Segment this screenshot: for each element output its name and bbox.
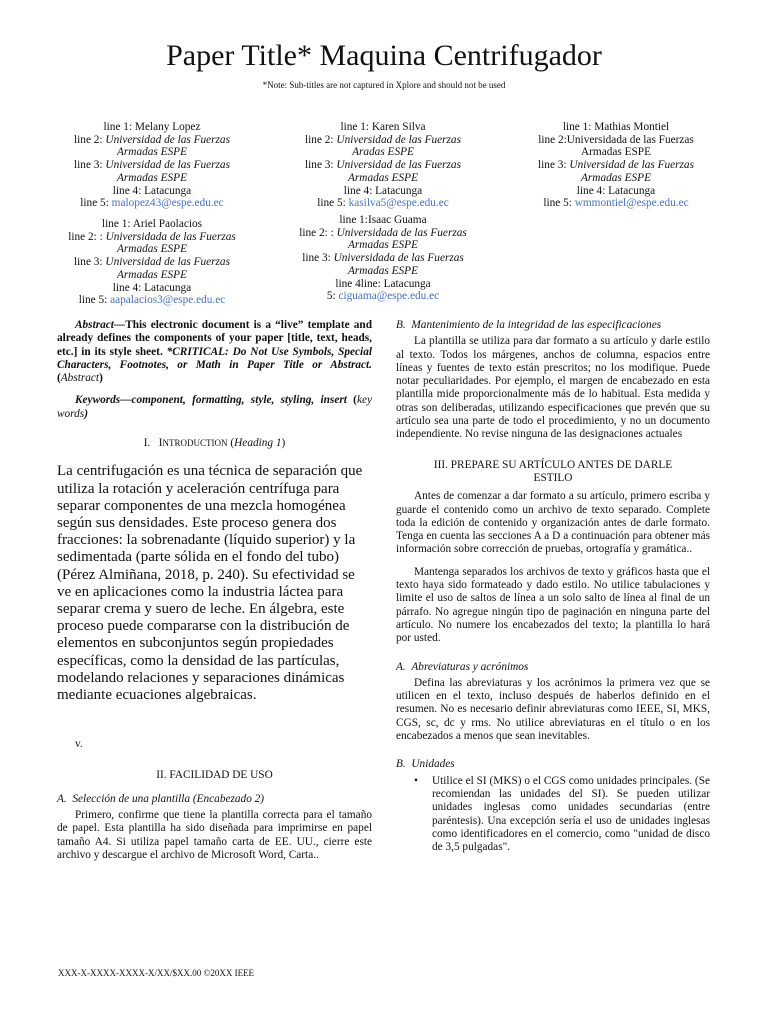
- list-item: • Utilice el SI (MKS) o el CGS como unidades principales. (Se recomiendan las unidades del SI). Se pueden utilizar unidades inglesas como unidades secundarias (entre paréntesis). Una excepción sería el uso de unidades inglesas como identificadores en el comercio, como "unidad de disco de 3,5 pulgadas".: [414, 774, 710, 854]
- author-line2-cont: Armadas ESPE: [581, 146, 651, 159]
- section-3-paragraph-1: Antes de comenzar a dar formato a su artículo, primero escriba y guarde el contenido como un archivo de texto separado. Complete toda la edición de contenido y organización antes de darle formato. Tenga en cuenta las secciones A a D a continuación para obtener más información sobre corrección de pruebas, ortografía y gramática..: [396, 490, 710, 556]
- units-list: [396, 775, 710, 855]
- author-line2: line 2:Universidada de las Fuerzas: [538, 133, 694, 146]
- author-line5: line 5: wmmontiel@espe.edu.ec: [543, 197, 689, 210]
- author-line2-cont: Aradas ESPE: [352, 146, 414, 159]
- author-block-2: [283, 121, 483, 210]
- paper-title: Paper Title* Maquina Centrifugador: [166, 39, 602, 72]
- intro-body: La centrifugación es una técnica de separación que utiliza la rotación y aceleración centrífuga para separar componentes de una mezcla homogénea según sus densidades. Este proceso genera dos fracciones: la sobrenadante (líquido superior) y la sedimentada (parte sólida en el fondo del tubo) (Pérez Almiñana, 2018, p. 240). Su efectividad se ve en aplicaciones como la industria láctea para separar crema y suero de leche. En álgebra, este proceso puede compararse con la distribución de elementos en subconjuntos según propiedades específicas, como la densidad de las partículas, modelando relaciones y separaciones dinámicas mediante ecuaciones algebraicas.: [57, 463, 363, 704]
- author-line3-cont: Armadas ESPE: [348, 171, 418, 184]
- author-line3: line 3: Universidad de las Fuerzas: [74, 159, 230, 172]
- author-line2-cont: Armadas ESPE: [117, 146, 187, 159]
- keywords-paragraph: Keywords—component, formatting, style, styling, insert (key words): [57, 394, 372, 420]
- bullet-icon: •: [414, 774, 418, 787]
- section-2a-paragraph: Primero, confirme que tiene la plantilla correcta para el tamaño de papel. Esta plantilla ha sido diseñada para imprimirse en papel tamaño A4. Si utiliza papel tamaño carta de EE. UU., cierre este archivo y descargue el archivo de Microsoft Word, Carta..: [57, 809, 372, 861]
- author-line2: line 2: Universidad de las Fuerzas: [74, 133, 230, 146]
- section-2b-heading: B. Mantenimiento de la integridad de las especificaciones: [396, 319, 662, 331]
- author-line2: line 2: : Universidada de las Fuerzas: [68, 230, 236, 243]
- author-line3: line 3: Universidad de las Fuerzas: [74, 256, 230, 269]
- author-line4: line 4: Latacunga: [343, 184, 423, 197]
- author-line1: line 1: Ariel Paolacios: [101, 218, 203, 230]
- author-block-3: [516, 121, 716, 210]
- section-3b-heading: B. Unidades: [396, 758, 455, 771]
- section-3-heading: III. PREPARE SU ARTÍCULO ANTES DE DARLE ESTILO: [433, 458, 673, 484]
- author-line5: line 5: aapalacios3@espe.edu.ec: [78, 294, 226, 307]
- section-3-paragraph-2: Mantenga separados los archivos de texto y gráficos hasta que el texto haya sido formateado y dado estilo. No utilice tabulaciones y limite el uso de saltos de línea a un solo salto de línea al final de un párrafo. No agregue ningún tipo de paginación en ninguna parte del artículo. No numere los encabezados del texto; la plantilla lo hará por usted.: [396, 565, 710, 645]
- author-line3-cont: Armadas ESPE: [117, 171, 187, 184]
- author-block-4: [52, 218, 252, 307]
- subtitle-note: *Note: Sub-titles are not captured in Xplore and should not be used: [262, 80, 506, 90]
- author-line1: line 1: Melany Lopez: [103, 121, 201, 133]
- right-column: [396, 319, 710, 854]
- author-line4: line 4line: Latacunga: [335, 277, 431, 290]
- author-line2-cont: Armadas ESPE: [117, 243, 187, 256]
- author-line3-cont: Armadas ESPE: [117, 268, 187, 281]
- author-line3-cont: Armadas ESPE: [348, 264, 418, 277]
- intro-heading: I. INTRODUCTION (Heading 1): [143, 437, 286, 450]
- author-line1: line 1: Mathias Montiel: [562, 121, 670, 133]
- author-email-link[interactable]: aapalacios3@espe.edu.ec: [110, 294, 226, 307]
- author-line5: 5: ciguama@espe.edu.ec: [326, 290, 440, 303]
- author-line2: line 2: Universidad de las Fuerzas: [305, 133, 461, 146]
- roman-marker: v.: [75, 738, 83, 751]
- author-line3: line 3: Universidad de las Fuerzas: [305, 159, 461, 172]
- author-line1: line 1:Isaac Guama: [339, 214, 427, 226]
- author-block-1: [52, 121, 252, 210]
- author-line3: line 3: Universidada de las Fuerzas: [302, 252, 464, 265]
- author-line5: line 5: malopez43@espe.edu.ec: [80, 197, 224, 210]
- author-block-5: [283, 214, 483, 303]
- author-line3: line 3: Universidad de las Fuerzas: [538, 159, 694, 172]
- author-line4: line 4: Latacunga: [112, 281, 192, 294]
- copyright-footer: XXX-X-XXXX-XXXX-X/XX/$XX.00 ©20XX IEEE: [58, 968, 255, 978]
- section-3a-paragraph: Defina las abreviaturas y los acrónimos la primera vez que se utilicen en el texto, incluso después de haberlos definido en el resumen. No es necesario definir abreviaturas como IEEE, SI, MKS, CGS, sc, dc y rms. No utilice abreviaturas en el título o en los encabezados a menos que sean inevitables.: [396, 676, 710, 743]
- author-line1: line 1: Karen Silva: [340, 121, 426, 133]
- author-email-link[interactable]: wmmontiel@espe.edu.ec: [574, 197, 689, 210]
- author-email-link[interactable]: kasilva5@espe.edu.ec: [348, 197, 449, 210]
- author-line2-cont: Armadas ESPE: [348, 239, 418, 252]
- author-line5: line 5: kasilva5@espe.edu.ec: [317, 197, 449, 210]
- author-line4: line 4: Latacunga: [576, 184, 656, 197]
- section-3a-heading: A. Abreviaturas y acrónimos: [396, 660, 529, 673]
- author-line2: line 2: : Universidada de las Fuerzas: [299, 226, 467, 239]
- author-line3-cont: Armadas ESPE: [581, 171, 651, 184]
- abstract-paragraph: Abstract—This electronic document is a “live” template and already defines the components of your paper [title, text, heads, etc.] in its style sheet. *CRITICAL: Do Not Use Symbols, Special Characters, Footnotes, or Math in Paper Title or Abstract. (Abstract): [57, 319, 372, 385]
- section-2-heading: II. FACILIDAD DE USO: [156, 768, 273, 781]
- section-2b-paragraph: La plantilla se utiliza para dar formato a su artículo y darle estilo al texto. Todos los márgenes, anchos de columna, espacios entre líneas y fuentes de texto están prescritos; no los modifique. Puede notar peculiaridades. Por ejemplo, el margen de encabezado en esta plantilla mide proporcionalmente más de lo habitual. Esta medida y otras son deliberadas, utilizando especificaciones que prevén que su artículo sea una parte de todo el procedimiento, y no un documento independiente. No revise ninguna de las designaciones actuales: [396, 335, 710, 441]
- author-line4: line 4: Latacunga: [112, 184, 192, 197]
- author-email-link[interactable]: malopez43@espe.edu.ec: [111, 197, 224, 210]
- left-column: [57, 319, 372, 862]
- author-email-link[interactable]: ciguama@espe.edu.ec: [338, 290, 440, 303]
- section-2a-heading: A. Selección de una plantilla (Encabezado 2): [57, 792, 265, 805]
